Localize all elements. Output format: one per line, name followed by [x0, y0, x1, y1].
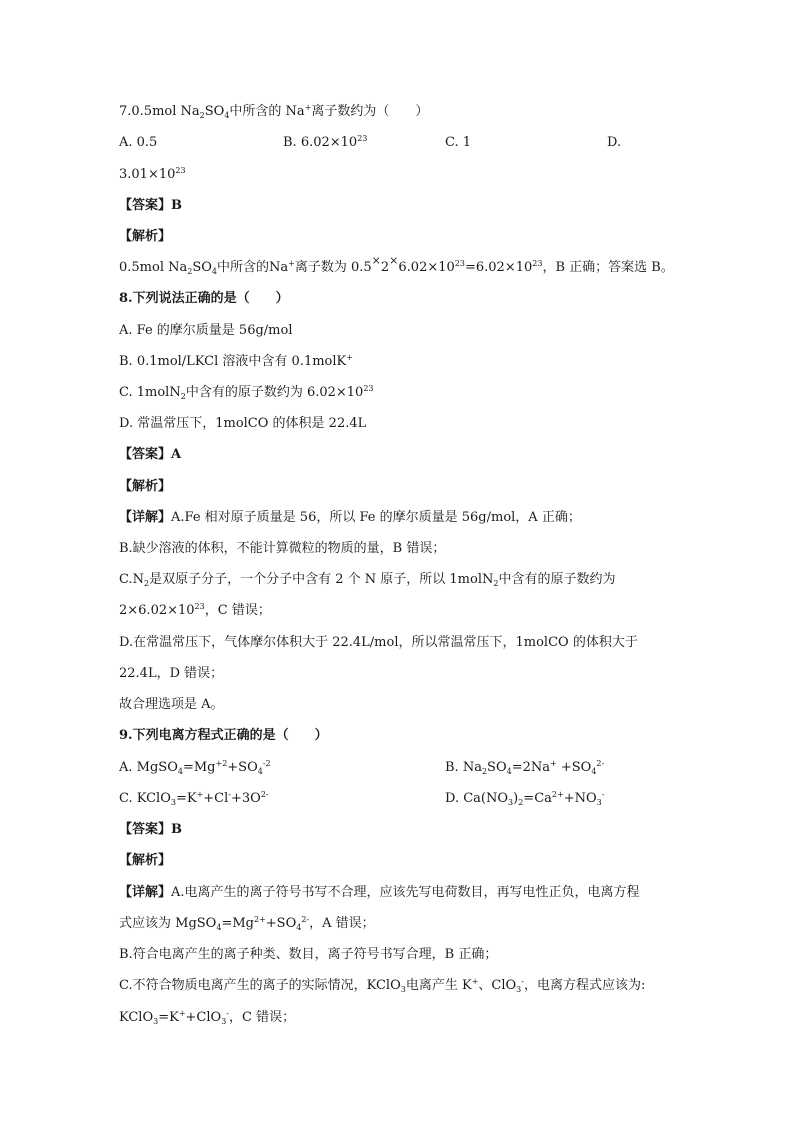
q7-option-c: C. 1 — [445, 135, 472, 150]
q7-option-b: B. $6.02\times 10^{23}$ — [283, 134, 368, 150]
q8-option-d: D. 常温常压下，1molCO 的体积是 22.4L — [119, 416, 367, 431]
q9-analysis-label: 【解析】 — [119, 853, 172, 868]
q7-option-d: D. — [607, 135, 622, 150]
multiply-sign: × — [389, 254, 399, 267]
q9-detail-1: 【详解】A.电离产生的离子符号书写不合理，应该先写电荷数目，再写电性正负，电离方程 — [119, 885, 640, 900]
q9-detail-3: B.符合电离产生的离子种类、数目，离子符号书写合理，B 正确； — [119, 947, 498, 962]
q8-stem: 8.下列说法正确的是（ ） — [119, 291, 289, 306]
q8-option-c: C. 1molN$_2$中含有的原子数约为 $6.02\times 10^{23}$ — [119, 384, 374, 401]
q8-detail-3: $C.N_2$是双原子分子，一个分子中含有 2 个 N 原子，所以 1molN$_2$中含有的原子数约为 — [119, 572, 616, 588]
q8-detail-5: D.在常温常压下，气体摩尔体积大于 22.4L/mol，所以常温常压下，1molCO 的体积大于 — [119, 635, 638, 650]
q8-detail-7: 故合理选项是 A。 — [119, 697, 224, 712]
q8-detail-2: B.缺少溶液的体积，不能计算微粒的物质的量，B 错误； — [119, 541, 446, 556]
q9-stem: 9.下列电离方程式正确的是（ ） — [119, 728, 328, 743]
q8-detail-4: $2\times 6.02\times 10^{23}$，C 错误； — [119, 602, 271, 618]
q9-answer: 【答案】B — [119, 822, 183, 837]
q8-detail-1: 【详解】A.Fe 相对原子质量是 56，所以 Fe 的摩尔质量是 56g/mol，A 正确； — [119, 510, 581, 525]
q8-answer: 【答案】A — [119, 447, 182, 462]
q9-detail-2: 式应该为 $MgSO_4=Mg^{2+}+SO_4^{2-}$，A 错误； — [119, 915, 375, 932]
q7-analysis-text: 0.5mol $Na_2SO_4$中所含的Na+离子数为 $0.5^\times 2^\times 6.02\times 10^{23}=6.02\times 10^{23}$，B 正确；答案选 B。 — [119, 254, 674, 276]
q7-answer: 【答案】B — [119, 198, 183, 213]
q8-detail-6: 22.4L，D 错误； — [119, 666, 224, 681]
q7-number: 7. — [119, 104, 132, 119]
q7-stem: 7.0.5mol $Na_2SO_4$中所含的 Na+离子数约为（ ） — [119, 103, 429, 120]
q7-option-a: A. 0.5 — [119, 135, 158, 150]
q9-option-d: D. $Ca(NO_3)_2=Ca^{2+}+NO_3^-$ — [445, 790, 605, 807]
q9-option-a: A. $MgSO_4=Mg^{+2}+SO_4^{-2}$ — [119, 759, 271, 776]
q9-option-c: C. $KClO_3=K^++Cl^-+3O^{2-}$ — [119, 790, 269, 807]
q8-option-a: A. Fe 的摩尔质量是 56g/mol — [119, 323, 293, 338]
q7-option-d-value: $3.01\times 10^{23}$ — [119, 166, 186, 182]
q8-option-b: B. 0.1mol/LKCl 溶液中含有 0.1molK+ — [119, 353, 353, 369]
q7-analysis-label: 【解析】 — [119, 229, 172, 244]
q8-analysis-label: 【解析】 — [119, 479, 172, 494]
q9-detail-4: C.不符合物质电离产生的离子的实际情况，KClO$_3$电离产生 K+、ClO$_3$-，电离方程式应该为: — [119, 977, 646, 994]
q9-detail-5: KClO$_3$=K++ClO$_3$-，C 错误； — [119, 1009, 296, 1026]
q9-option-b: B. $Na_2SO_4=2Na^+ +SO_4^{2-}$ — [445, 759, 605, 776]
multiply-sign: × — [371, 254, 381, 267]
